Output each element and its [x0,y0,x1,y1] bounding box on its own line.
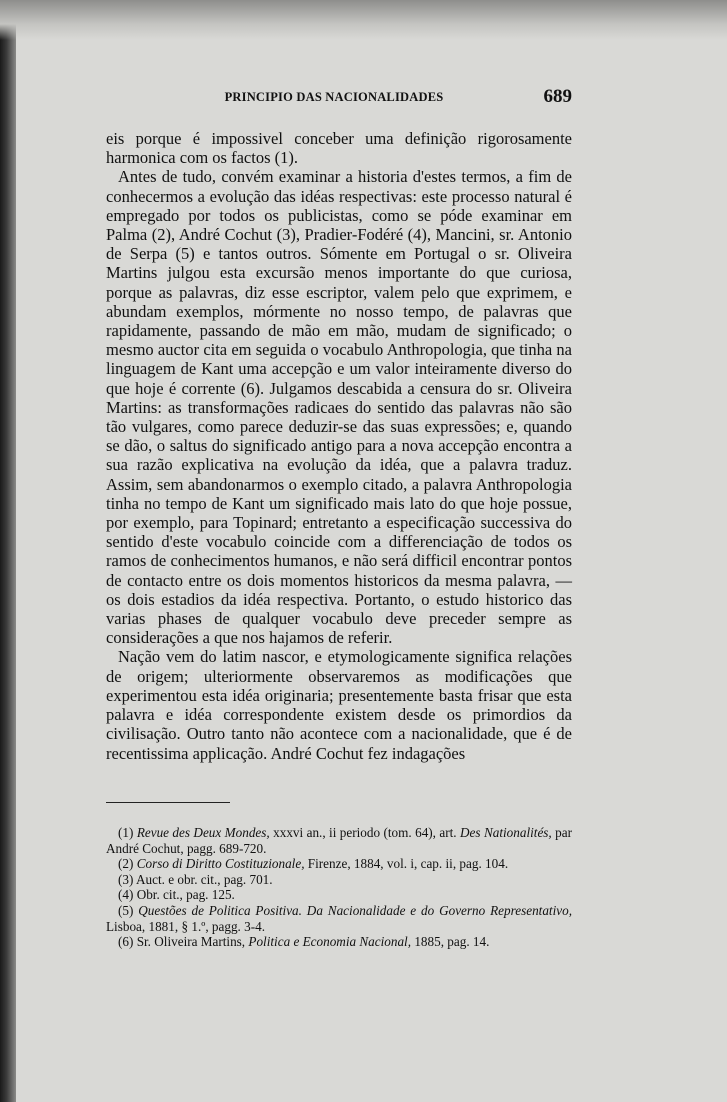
footnote-text: Lisboa, 1881, § 1.º, pagg. 3-4. [106,918,266,934]
footnotes [106,825,572,950]
footnote [106,872,572,888]
footnote [106,887,572,903]
footnote-text: Obr. cit., pag. 125. [136,887,235,903]
running-head: PRINCIPIO DAS NACIONALIDADES [224,90,444,104]
footnote-title: Questões de Politica Positiva. Da Nacionalidade e do Governo Representativo, [138,902,573,918]
footnote-number: (1) [118,825,134,840]
footnote-text: par André Cochut, pagg. 689-720. [106,825,572,856]
footnote-text: xxxvi an., ii periodo (tom. 64), art. [269,825,461,840]
footnote-text: Auct. e obr. cit., pag. 701. [135,871,273,887]
paragraph: Nação vem do latim nascor, e etymologicamente significa relações de origem; ulteriormente observaremos as modificações que experimentou esta idéa originaria; presentemente basta frisar que esta palavra e idéa correspondente existem desde os primordios da civilisação. Outro tanto não acontece com a nacionalidade, que é de recentissima applicação. André Cochut fez indagações [106,647,572,763]
footnote-number: (2) [118,856,134,872]
footnote-number: (4) [118,887,134,903]
footnote-text: Sr. Oliveira Martins, [136,934,249,950]
footnote-text: 1885, pag. 14. [411,934,490,950]
footnote-title: Des Nationalités, [460,825,552,840]
footnote-title: Revue des Deux Mondes, [136,825,270,840]
footnote-number: (6) [118,934,134,950]
footnote-rule [106,802,230,803]
paragraph: Antes de tudo, convém examinar a historia d'estes termos, a fim de conhecermos a evolução das idéas respectivas: este processo natural é empregado por todos os publicistas, como se póde examinar em Palma (2), André Cochut (3), Pradier-Fodéré (4), Mancini, sr. Antonio de Serpa (5) e tantos outros. Sómente em Portugal o sr. Oliveira Martins julgou esta excursão menos importante do que curiosa, porque as palavras, diz esse escriptor, valem pelo que exprimem, e abundam exemplos, mórmente no nosso tempo, de palavras que rapidamente, passando de mão em mão, mudam de significado; o mesmo auctor cita em seguida o vocabulo Anthropologia, que tinha na linguagem de Kant uma accepção e um valor inteiramente diverso do que hoje é corrente (6). Julgamos descabida a censura do sr. Oliveira Martins: as transformações radicaes do sentido das palavras não são tão vulgares, como parece deduzir-se das suas expressões; e, quando se dão, o saltus do significado antigo para a nova accepção encontra a sua razão explicativa na evolução da idéa, que a palavra traduz. Assim, sem abandonarmos o exemplo citado, a palavra Anthropologia tinha no tempo de Kant um significado mais lato do que hoje possue, por exemplo, para Topinard; entretanto a especificação successiva do sentido d'este vocabulo coincide com a differenciação de todos os ramos de conhecimentos humanos, e não será difficil encontrar pontos de contacto entre os dois momentos historicos da mesma palavra, — os dois estadios da idéa respectiva. Portanto, o estudo historico das varias phases de qualquer vocabulo deve preceder sempre as considerações a que nos hajamos de referir. [106,167,572,648]
footnote-number: (3) [118,871,134,887]
footnote [106,934,572,950]
page-number: 689 [543,86,572,107]
page-header [114,86,572,114]
paragraph: eis porque é impossivel conceber uma definição rigorosamente harmonica com os factos (1). [106,129,572,168]
footnote-title: Politica e Economia Nacional, [248,934,412,950]
footnote-number: (5) [118,902,134,918]
footnote-text: Firenze, 1884, vol. i, cap. ii, pag. 104. [304,856,509,872]
footnote [106,856,572,872]
footnote [106,825,572,856]
footnote-title: Corso di Diritto Costituzionale, [136,856,305,872]
body-text [106,129,572,763]
footnote [106,903,572,934]
scan-shadow-top [0,0,727,40]
scan-shadow-left [0,0,16,1102]
